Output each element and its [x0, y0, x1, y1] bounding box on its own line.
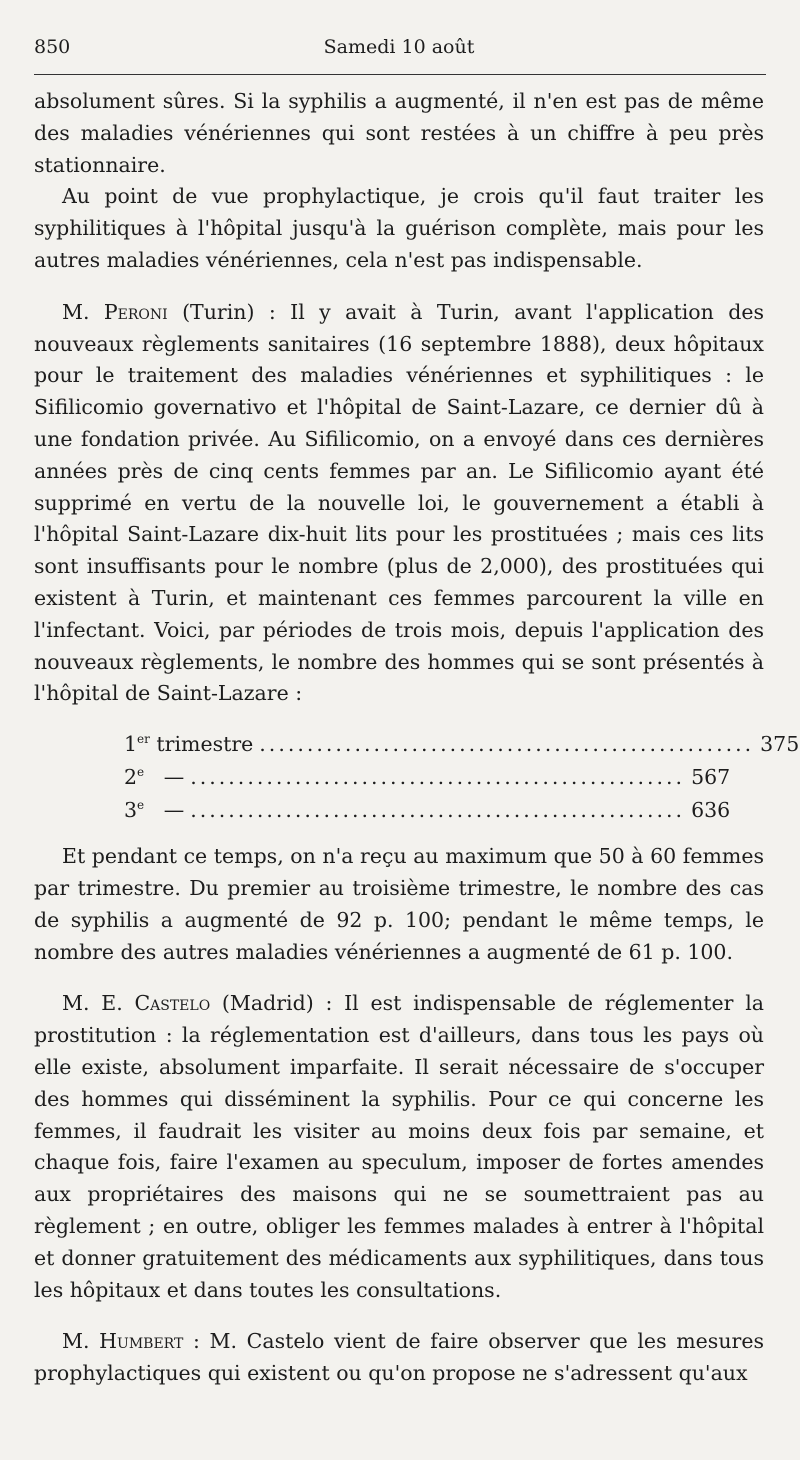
page-body — [34, 86, 800, 1390]
paragraph-6 — [34, 1326, 764, 1390]
paragraph-5 — [34, 988, 764, 1306]
row-value: 375 — [760, 731, 800, 756]
speaker-name: M. Humbert — [62, 1329, 184, 1354]
paragraph-4: Et pendant ce temps, on n'a reçu au maximum que 50 à 60 femmes par trimestre. Du premier au troisième trimestre, le nombre des cas de syphilis a augmenté de 92 p. 100; pendant le même temps, le nombre des autres maladies vénériennes a augmenté de 61 p. 100. — [34, 844, 764, 964]
header-rule — [34, 74, 766, 75]
paragraph-5-text: (Madrid) : Il est indispensable de réglementer la prostitution : la réglementation est d'ailleurs, dans tous les pays où elle existe, absolument imparfaite. Il serait nécessaire de s'occuper des hommes qui disséminent la syphilis. Pour ce qui concerne les femmes, il faudrait les visiter au moins deux fois par semaine, et chaque fois, faire l'examen au speculum, imposer de fortes amendes aux propriétaires des maisons qui ne se soumettraient pas au règlement ; en outre, obliger les femmes malades à entrer à l'hôpital et donner gratuitement des médicaments aux syphilitiques, dans tous les hôpitaux et dans toutes les consultations. — [34, 991, 764, 1302]
paragraph-2: Au point de vue prophylactique, je crois qu'il faut traiter les syphilitiques à l'hôpital jusqu'à la guérison complète, mais pour les autres maladies vénériennes, cela n'est pas indispensable. — [34, 184, 764, 272]
row-label: 3e — — [124, 797, 185, 822]
speaker-name: M. Peroni — [62, 299, 168, 324]
leader-dots: .................................................... — [190, 797, 686, 822]
row-label: 1er trimestre — [124, 731, 254, 756]
table-row — [124, 724, 800, 757]
page-header — [34, 36, 764, 60]
table-row — [124, 757, 731, 790]
row-value: 567 — [691, 764, 731, 789]
paragraph-1: absolument sûres. Si la syphilis a augmenté, il n'en est pas de même des maladies vénériennes qui sont restées à un chiffre à peu près stationnaire. — [34, 89, 764, 177]
row-value: 636 — [691, 797, 731, 822]
paragraph-3-text: (Turin) : Il y avait à Turin, avant l'application des nouveaux règlements sanitaires (16 septembre 1888), deux hôpitaux pour le traitement des maladies vénériennes et syphilitiques : le Sifilicomio governativo et l'hôpital de Saint-Lazare, ce dernier dû à une fondation privée. Au Sifilicomio, on a envoyé dans ces dernières années près de cinq cents femmes par an. Le Sifilicomio ayant été supprimé en vertu de la nouvelle loi, le gouvernement a établi à l'hôpital Saint-Lazare dix-huit lits pour les prostituées ; mais ces lits sont insuffisants pour le nombre (plus de 2,000), des prostituées qui existent à Turin, et maintenant ces femmes parcourent la ville en l'infectant. Voici, par périodes de trois mois, depuis l'application des nouveaux règlements, le nombre des hommes qui se sont présentés à l'hôpital de Saint-Lazare : — [34, 299, 764, 706]
table-row — [124, 790, 731, 823]
leader-dots: .................................................... — [190, 764, 686, 789]
page-number: 850 — [34, 36, 71, 58]
row-label: 2e — — [124, 764, 185, 789]
leader-dots: .................................................... — [259, 731, 755, 756]
trimester-table — [124, 724, 800, 823]
speaker-name: M. E. Castelo — [62, 991, 211, 1016]
paragraph-6-text: : M. Castelo vient de faire observer que les mesures prophylactiques qui existent ou qu'on propose ne s'adressent qu'aux — [34, 1329, 764, 1386]
running-title: Samedi 10 août — [323, 36, 475, 58]
paragraph-3 — [34, 297, 764, 710]
